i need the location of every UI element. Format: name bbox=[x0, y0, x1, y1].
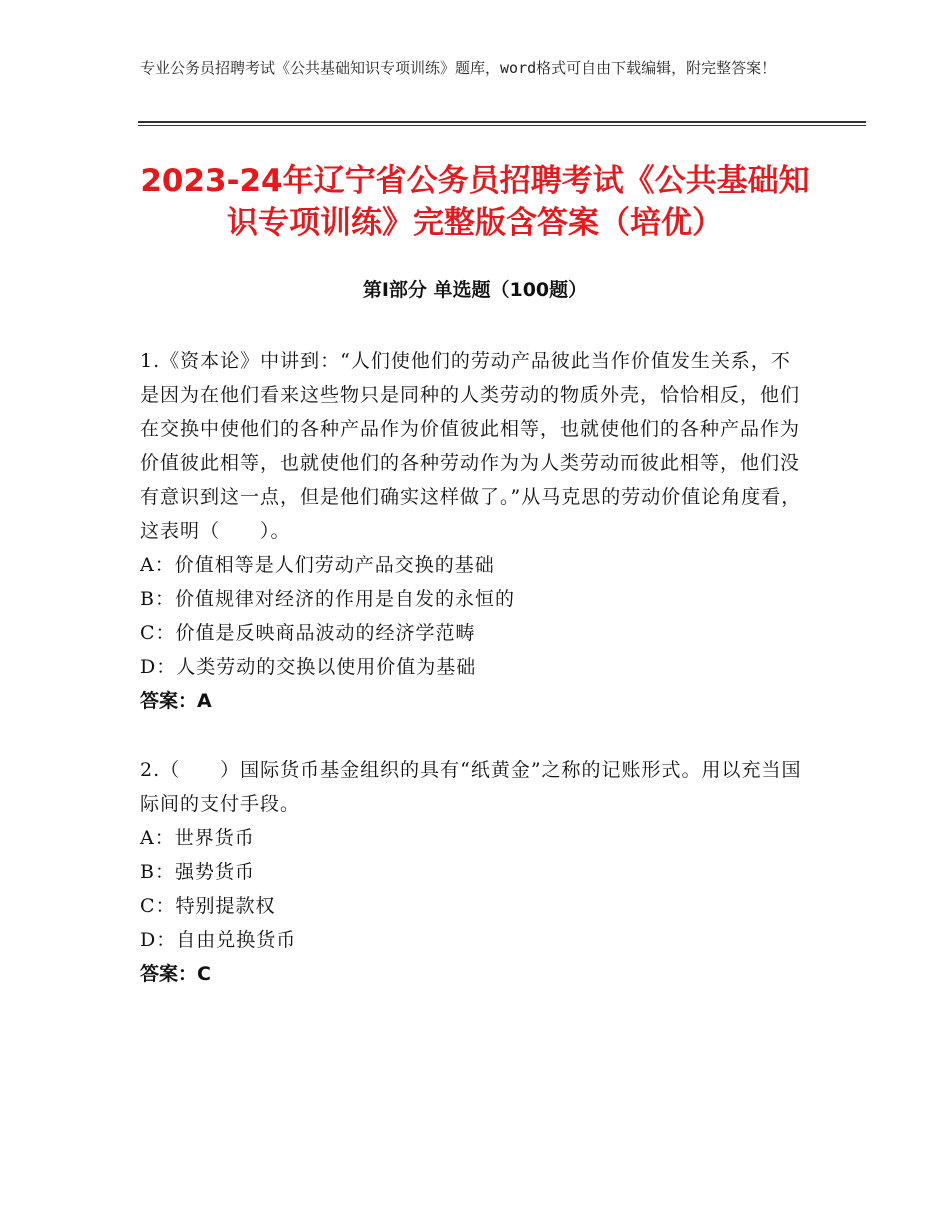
question-1 bbox=[140, 344, 805, 718]
option-b: B：价值规律对经济的作用是自发的永恒的 bbox=[140, 588, 515, 610]
option-d: D：自由兑换货币 bbox=[140, 929, 297, 951]
option-d: D：人类劳动的交换以使用价值为基础 bbox=[140, 656, 477, 678]
header-rule-thick bbox=[138, 121, 866, 123]
question-stem: 2.（ ）国际货币基金组织的具有“纸黄金”之称的记账形式。用以充当国际间的支付手段。 bbox=[140, 759, 802, 815]
question-stem: 1.《资本论》中讲到：“人们使他们的劳动产品彼此当作价值发生关系，不是因为在他们看来这些物只是同种的人类劳动的物质外壳，恰恰相反，他们在交换中使他们的各种产品作为价值彼此相等，也就使他们的各种产品作为价值彼此相等，也就使他们的各种劳动作为为人类劳动而彼此相等，他们没有意识到这一点，但是他们确实这样做了。”从马克思的劳动价值论角度看，这表明（ ）。 bbox=[140, 350, 802, 542]
option-a: A：世界货币 bbox=[140, 827, 255, 849]
section-heading: 第Ⅰ部分 单选题（100题） bbox=[362, 279, 588, 301]
answer-label: 答案：C bbox=[140, 963, 211, 985]
question-2 bbox=[140, 753, 805, 991]
answer-label: 答案：A bbox=[140, 690, 212, 712]
option-b: B：强势货币 bbox=[140, 861, 255, 883]
header-rule-thin bbox=[138, 125, 866, 126]
document-title: 2023-24年辽宁省公务员招聘考试《公共基础知识专项训练》完整版含答案（培优） bbox=[140, 163, 810, 241]
option-c: C：特别提款权 bbox=[140, 895, 276, 917]
option-a: A：价值相等是人们劳动产品交换的基础 bbox=[140, 554, 495, 576]
header-note: 专业公务员招聘考试《公共基础知识专项训练》题库，word格式可自由下载编辑，附完整答案！ bbox=[140, 59, 777, 77]
option-c: C：价值是反映商品波动的经济学范畴 bbox=[140, 622, 476, 644]
